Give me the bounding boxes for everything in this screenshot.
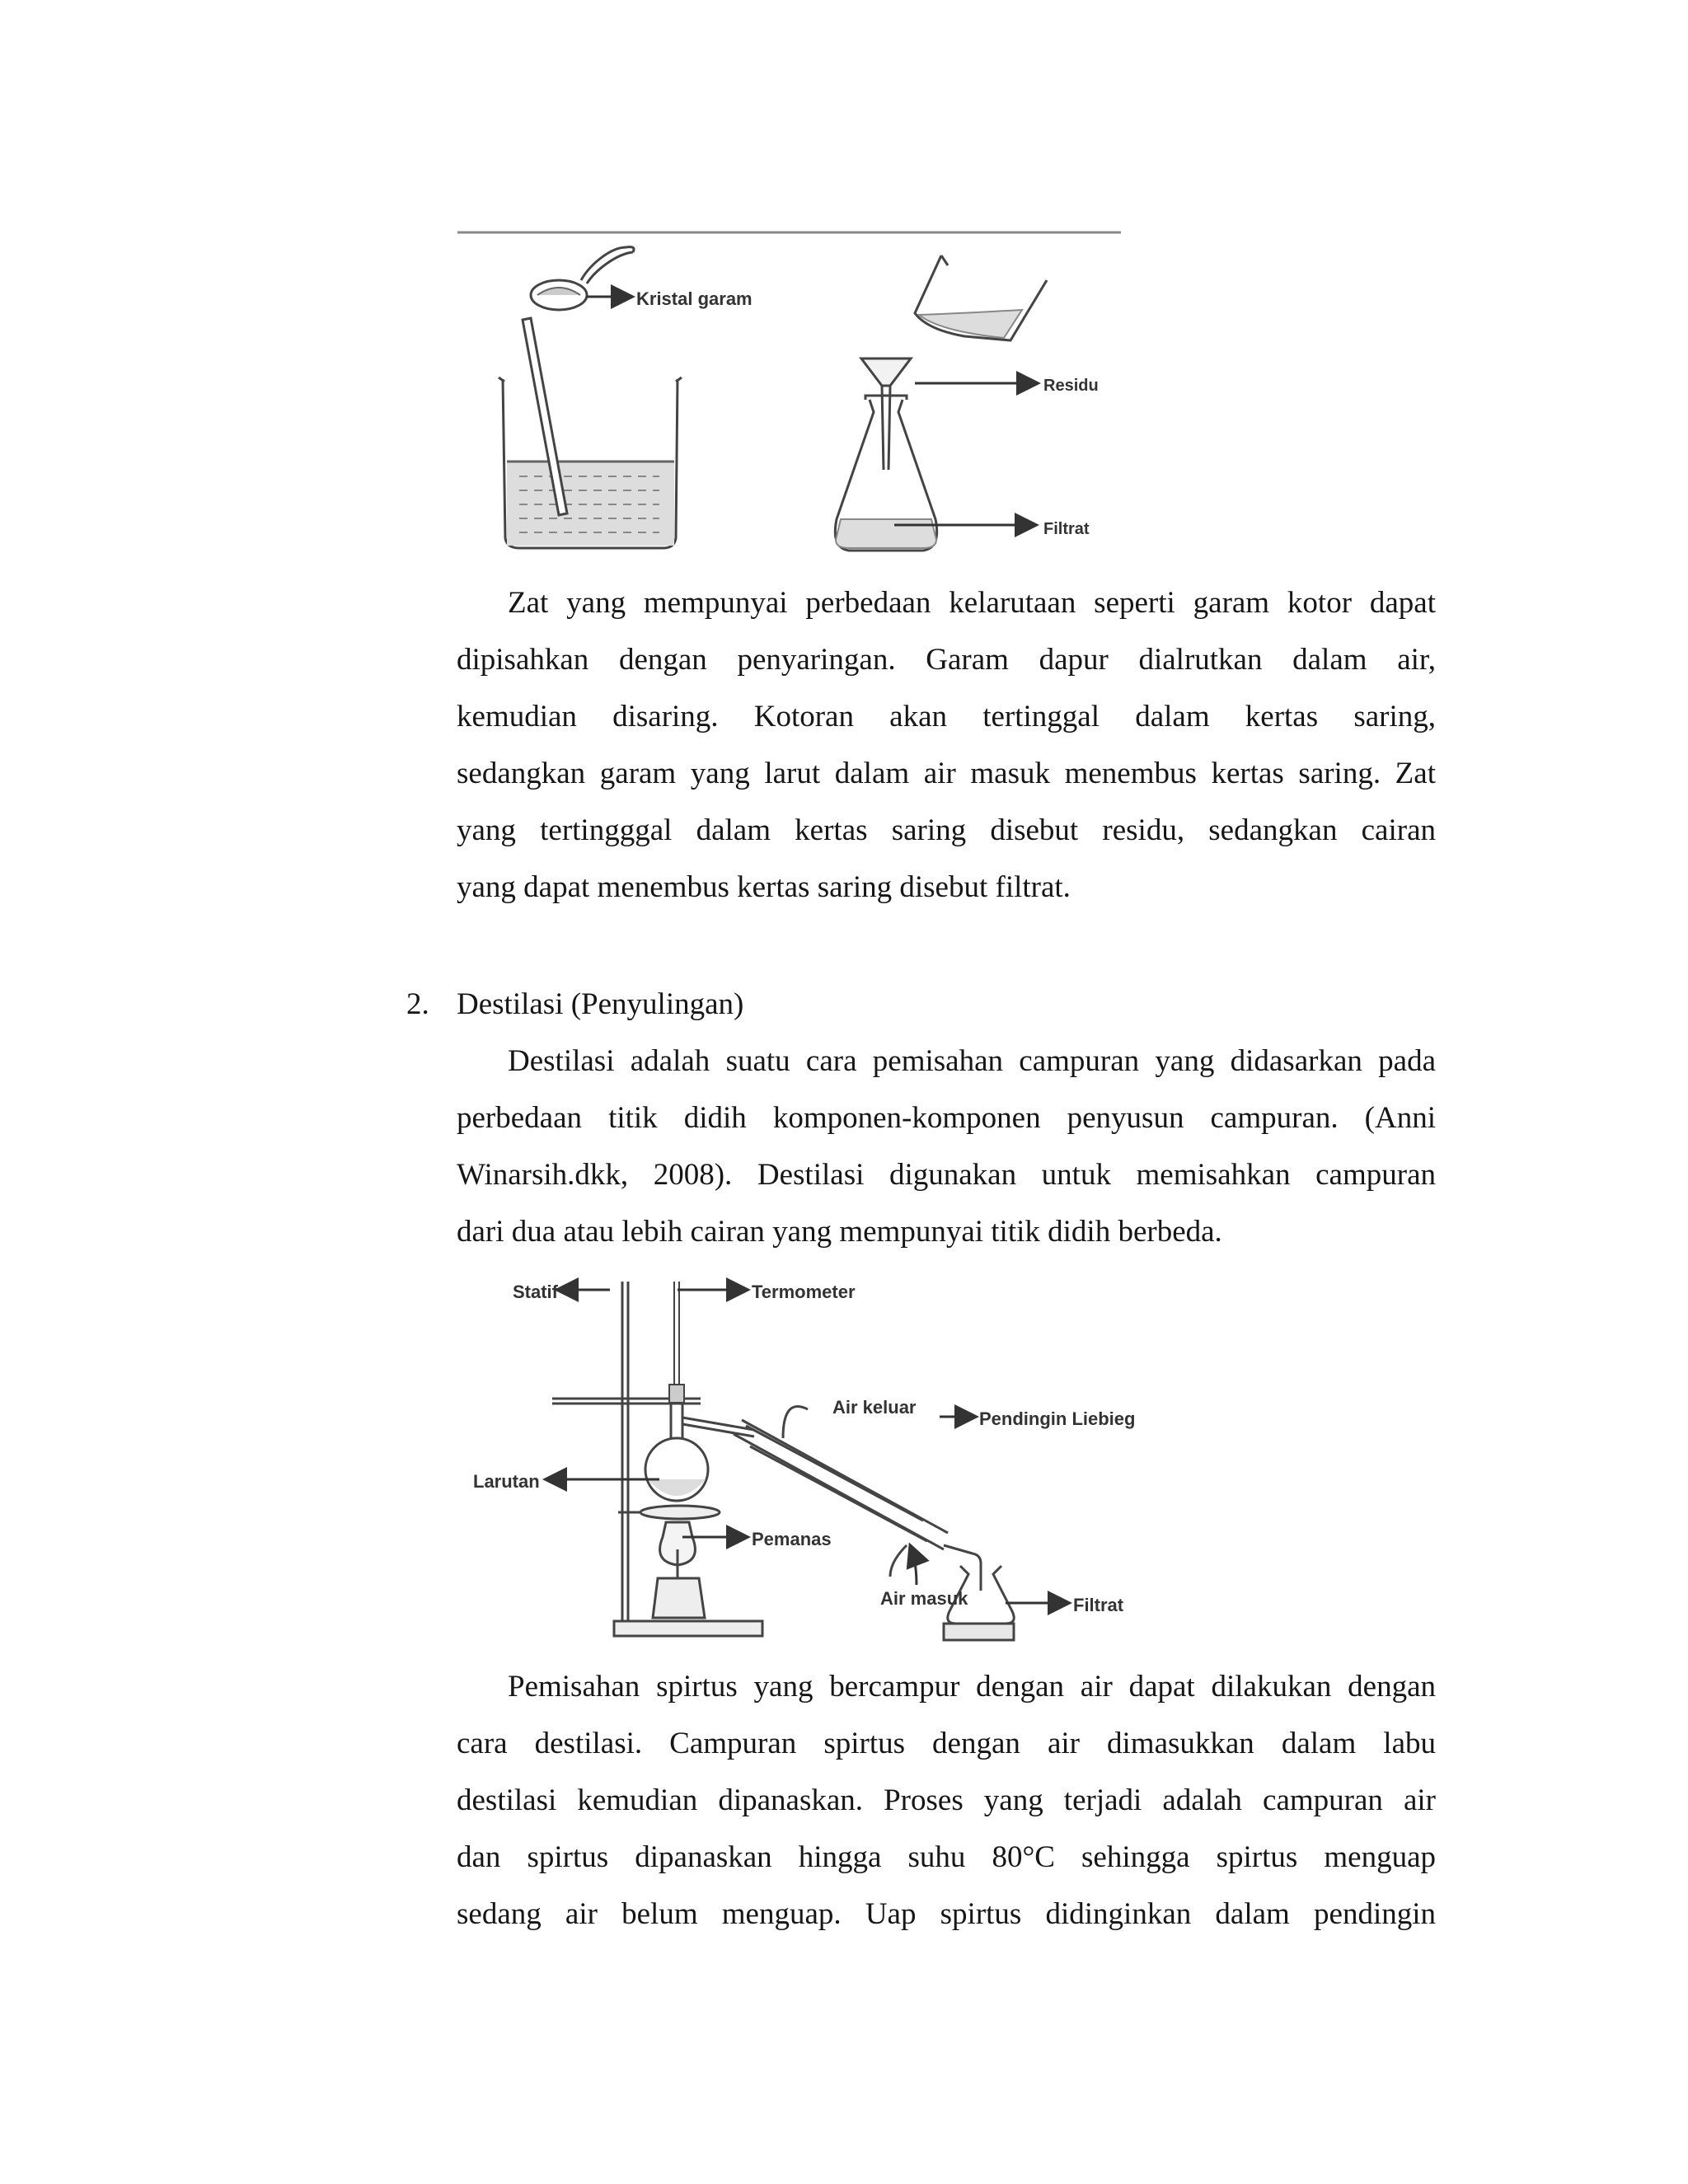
filter-flask <box>835 359 936 551</box>
text-line: dan spirtus dipanaskan hingga suhu 80°C sehingga spirtus menguap <box>457 1840 1436 1874</box>
air-masuk-arrow <box>911 1547 917 1585</box>
text-line: Destilasi adalah suatu cara pemisahan campuran yang didasarkan pada <box>508 1044 1436 1078</box>
text-line: Zat yang mempunyai perbedaan kelarutaan seperti garam kotor dapat <box>508 586 1436 620</box>
filtrat-label-2: Filtrat <box>1073 1595 1124 1615</box>
text-line: yang tertingggal dalam kertas saring disebut residu, sedangkan cairan <box>457 813 1436 847</box>
filtrat-label-1: Filtrat <box>1043 520 1090 538</box>
paragraph-destilasi <box>457 1033 1436 1260</box>
kristal-label: Kristal garam <box>636 288 753 309</box>
text-line: kemudian disaring. Kotoran akan tertinggal dalam kertas saring, <box>457 700 1436 733</box>
pendingin-label: Pendingin Liebieg <box>979 1408 1136 1429</box>
text-line: cara destilasi. Campuran spirtus dengan air dimasukkan dalam labu <box>457 1727 1436 1760</box>
residu-label: Residu <box>1043 377 1099 395</box>
text-line: destilasi kemudian dipanaskan. Proses yang terjadi adalah campuran air <box>457 1783 1436 1817</box>
thermometer <box>669 1282 684 1403</box>
section-number: 2. <box>406 987 429 1021</box>
text-line: Pemisahan spirtus yang bercampur dengan air dapat dilakukan dengan <box>508 1670 1436 1704</box>
beaker-with-rod <box>499 318 682 548</box>
spoon-with-salt <box>531 247 634 310</box>
section-title: Destilasi (Penyulingan) <box>457 987 744 1021</box>
pouring-beaker <box>577 223 1047 340</box>
text-line: perbedaan titik didih komponen-komponen penyusun campuran. (Anni <box>457 1101 1436 1135</box>
text-line: dipisahkan dengan penyaringan. Garam dapur dialrutkan dalam air, <box>457 643 1436 677</box>
distillation-figure <box>462 1265 1146 1652</box>
air-keluar-label: Air keluar <box>832 1397 917 1418</box>
filtration-figure <box>453 223 1129 569</box>
air-masuk-label: Air masuk <box>880 1588 968 1609</box>
text-line: sedang air belum menguap. Uap spirtus didinginkan dalam pendingin <box>457 1897 1436 1931</box>
text-line: sedangkan garam yang larut dalam air masuk menembus kertas saring. Zat <box>457 757 1436 790</box>
text-line: yang dapat menembus kertas saring disebut filtrat. <box>457 870 1071 904</box>
termometer-label: Termometer <box>752 1282 856 1302</box>
liebig-condenser <box>734 1407 981 1591</box>
pemanas-label: Pemanas <box>752 1529 832 1549</box>
distillation-flask <box>645 1403 754 1501</box>
text-line: dari dua atau lebih cairan yang mempunyai titik didih berbeda. <box>457 1215 1222 1249</box>
text-line: Winarsih.dkk, 2008). Destilasi digunakan untuk memisahkan campuran <box>457 1158 1436 1192</box>
paragraph-spirtus <box>457 1658 1436 1943</box>
larutan-label: Larutan <box>473 1471 540 1492</box>
paragraph-filtration <box>457 574 1436 916</box>
statif-label: Statif <box>513 1282 558 1302</box>
